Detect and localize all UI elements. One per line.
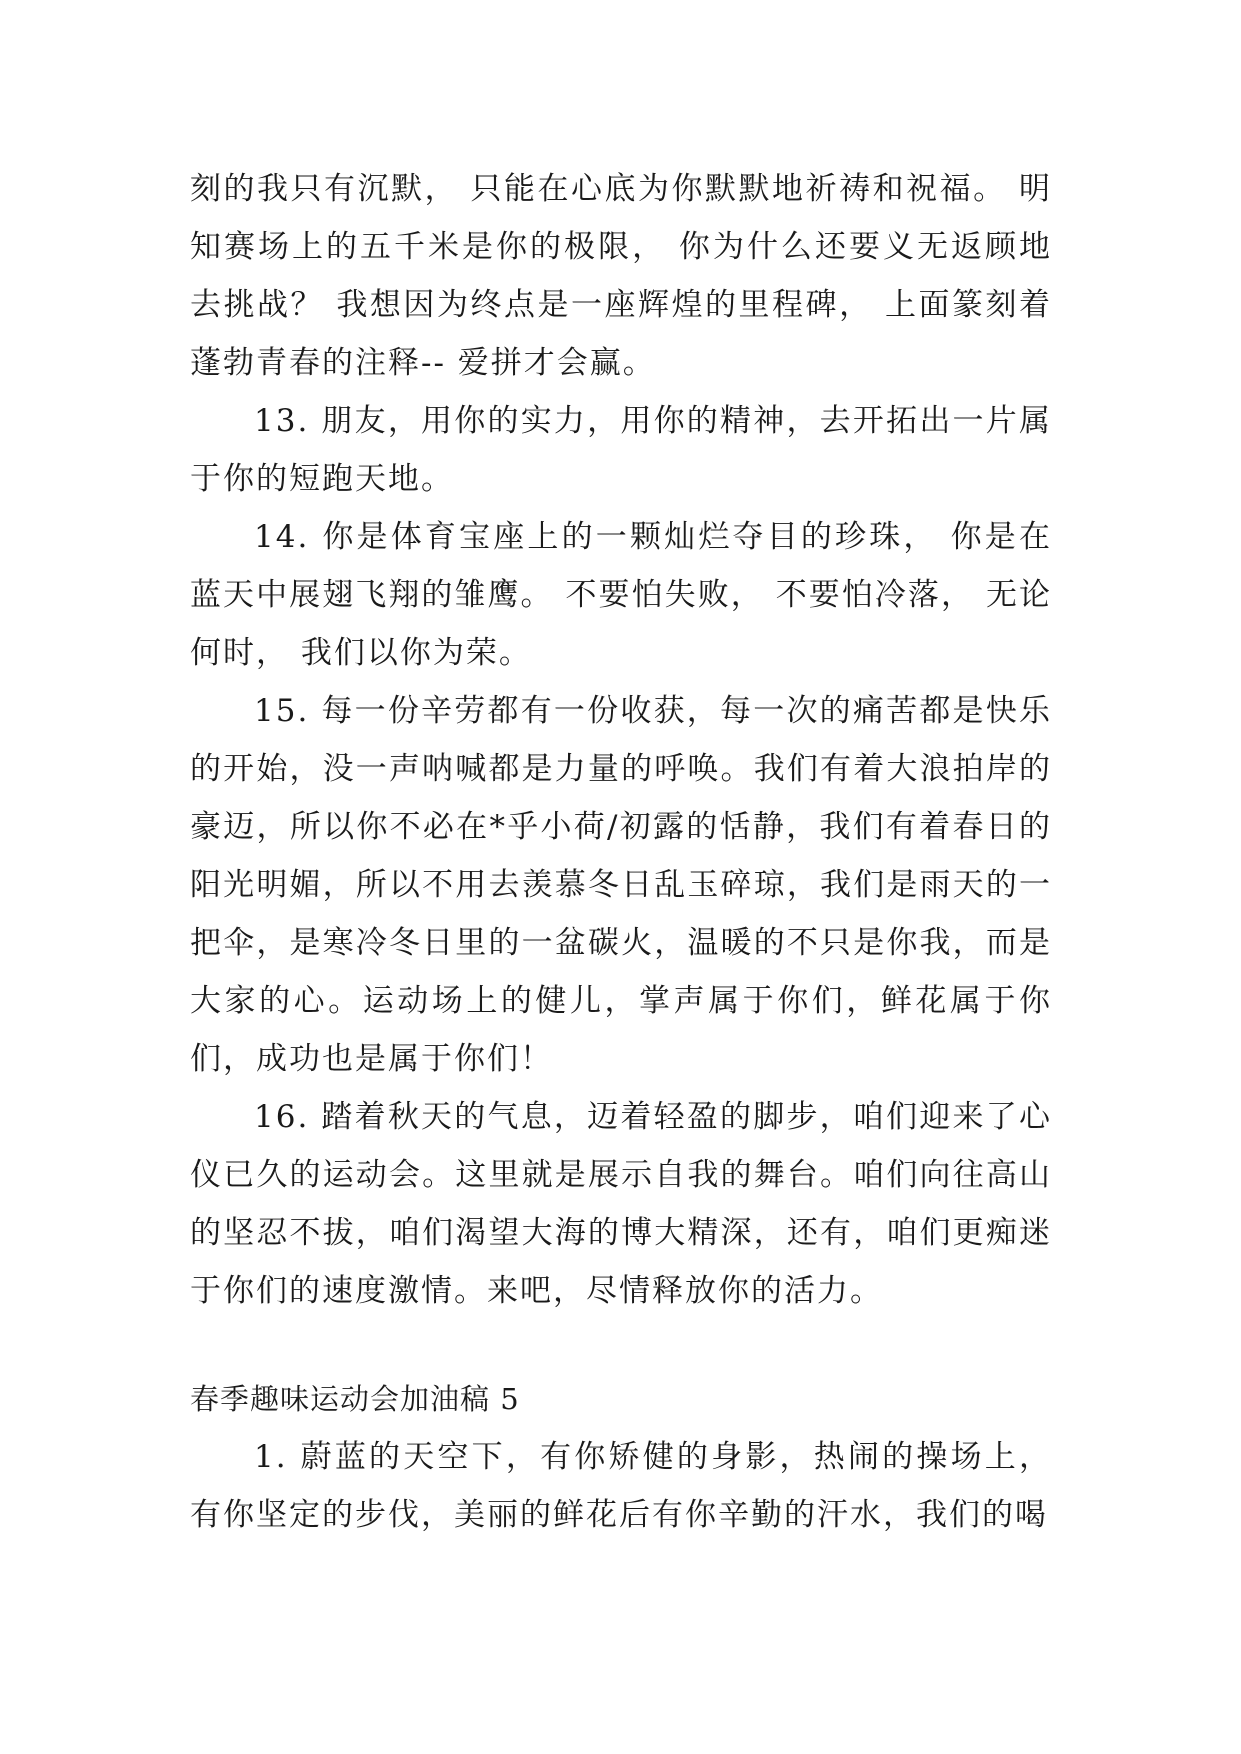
document-body <box>190 160 1052 1544</box>
paragraph-item-13: 13. 朋友，用你的实力，用你的精神，去开拓出一片属于你的短跑天地。 <box>190 403 1052 497</box>
paragraph-continuation: 刻的我只有沉默， 只能在心底为你默默地祈祷和祝福。 明知赛场上的五千米是你的极限， 你为什么还要义无返顾地去挑战？ 我想因为终点是一座辉煌的里程碑， 上面篆刻着蓬勃青春的注释-- 爱拼才会赢。 <box>190 171 1052 381</box>
paragraph-item-15: 15. 每一份辛劳都有一份收获，每一次的痛苦都是快乐的开始，没一声呐喊都是力量的呼唤。我们有着大浪拍岸的豪迈，所以你不必在*乎小荷/初露的恬静，我们有着春日的阳光明媚，所以不用去羡慕冬日乱玉碎琼，我们是雨天的一把伞，是寒冷冬日里的一盆碳火，温暖的不只是你我，而是大家的心。运动场上的健儿，掌声属于你们，鲜花属于你们，成功也是属于你们！ <box>190 693 1052 1077</box>
paragraph-item-16: 16. 踏着秋天的气息，迈着轻盈的脚步，咱们迎来了心仪已久的运动会。这里就是展示自我的舞台。咱们向往高山的坚忍不拔，咱们渴望大海的博大精深，还有，咱们更痴迷于你们的速度激情。来吧，尽情释放你的活力。 <box>190 1099 1052 1309</box>
paragraph-item-14: 14. 你是体育宝座上的一颗灿烂夺目的珍珠， 你是在蓝天中展翅飞翔的雏鹰。 不要怕失败， 不要怕冷落， 无论何时， 我们以你为荣。 <box>190 519 1052 671</box>
paragraph-item-1: 1. 蔚蓝的天空下，有你矫健的身影，热闹的操场上，有你坚定的步伐，美丽的鲜花后有你辛勤的汗水，我们的喝 <box>190 1439 1052 1533</box>
section-heading: 春季趣味运动会加油稿 5 <box>190 1382 520 1416</box>
